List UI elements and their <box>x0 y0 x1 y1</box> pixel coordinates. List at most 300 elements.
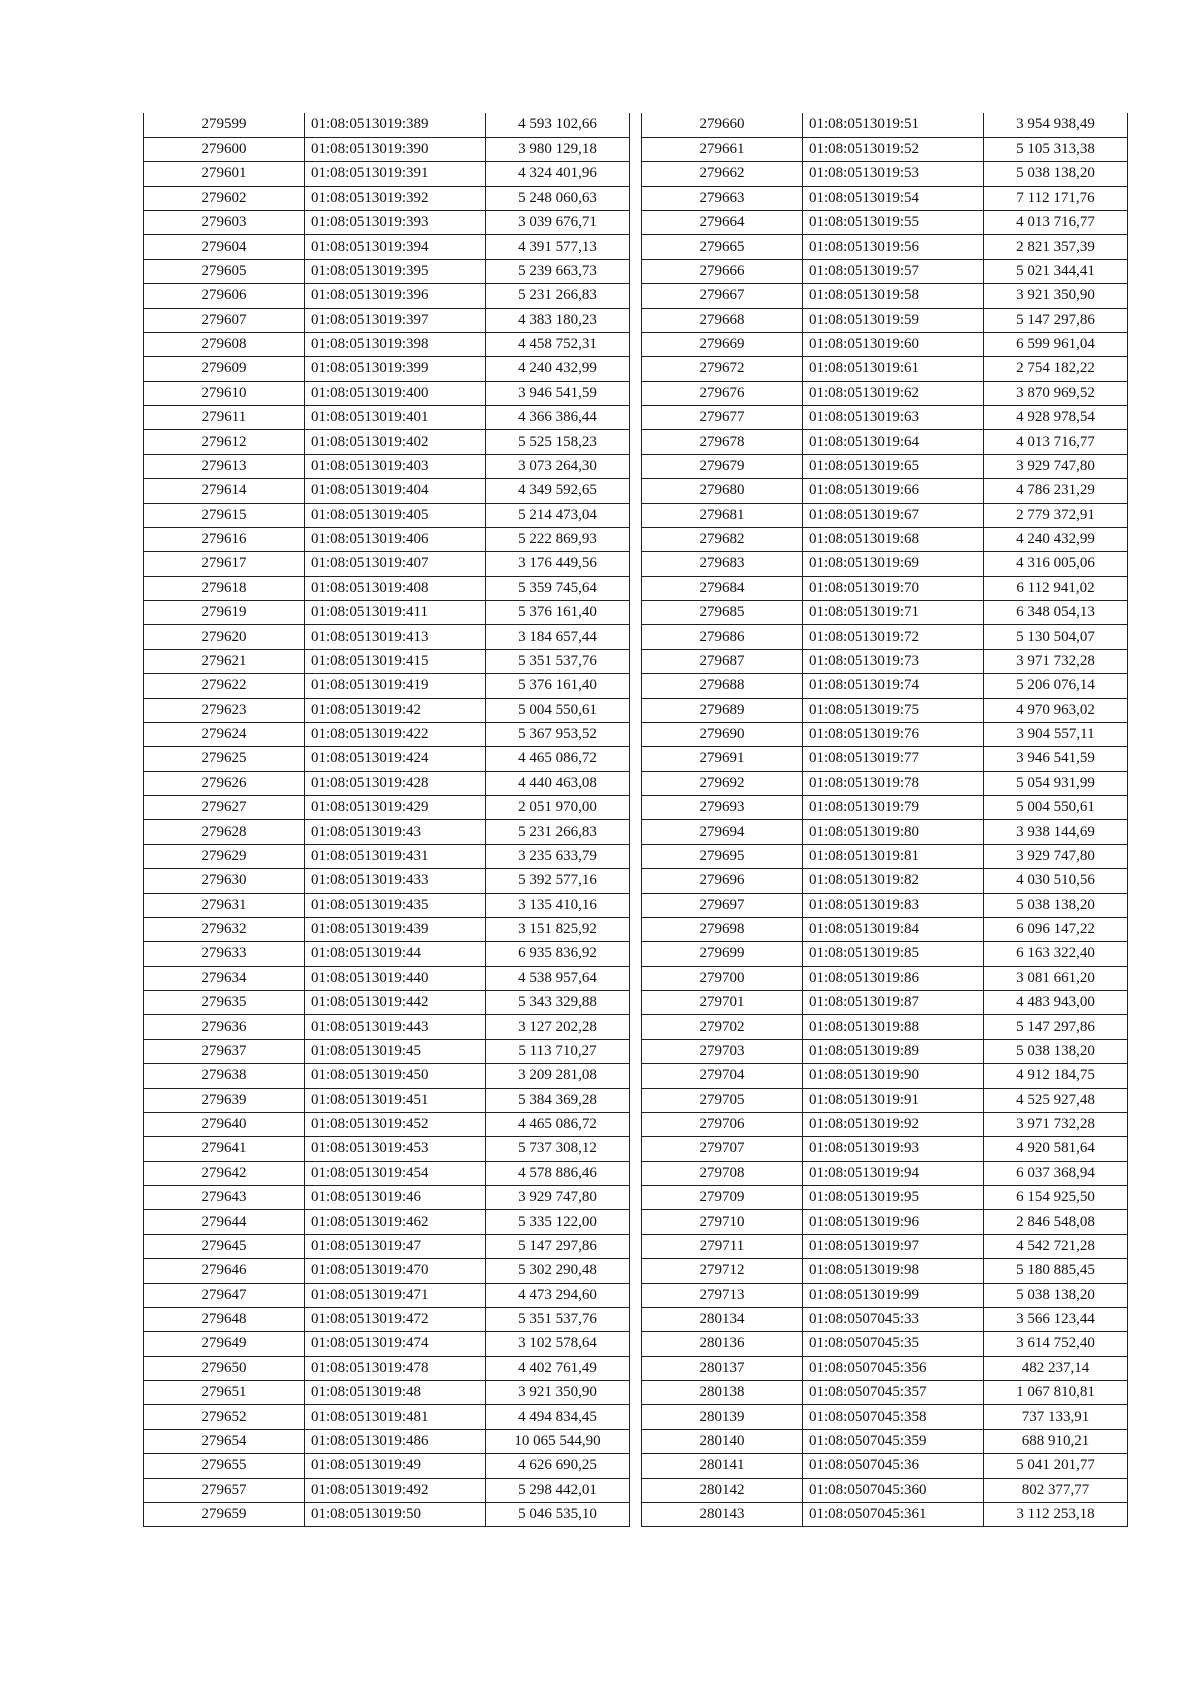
cadastral-number-cell: 01:08:0513019:83 <box>803 893 984 917</box>
value-cell: 5 351 537,76 <box>486 1307 630 1331</box>
cadastral-number-cell: 01:08:0513019:61 <box>803 357 984 381</box>
cadastral-number-cell: 01:08:0513019:474 <box>305 1332 486 1356</box>
table-row <box>642 1259 1128 1283</box>
value-cell: 6 163 322,40 <box>984 942 1128 966</box>
table-row <box>144 1234 630 1258</box>
record-number-cell: 279635 <box>144 991 305 1015</box>
value-cell: 5 222 869,93 <box>486 527 630 551</box>
table-row <box>642 1234 1128 1258</box>
value-cell: 3 921 350,90 <box>984 284 1128 308</box>
cadastral-number-cell: 01:08:0513019:391 <box>305 162 486 186</box>
record-number-cell: 279668 <box>642 308 803 332</box>
value-cell: 5 231 266,83 <box>486 820 630 844</box>
value-cell: 5 359 745,64 <box>486 576 630 600</box>
value-cell: 4 912 184,75 <box>984 1064 1128 1088</box>
cadastral-number-cell: 01:08:0513019:76 <box>803 722 984 746</box>
record-number-cell: 279638 <box>144 1064 305 1088</box>
value-cell: 5 041 201,77 <box>984 1454 1128 1478</box>
record-number-cell: 279628 <box>144 820 305 844</box>
value-cell: 5 206 076,14 <box>984 674 1128 698</box>
table-row <box>144 893 630 917</box>
value-cell: 6 935 836,92 <box>486 942 630 966</box>
table-row <box>642 552 1128 576</box>
record-number-cell: 280134 <box>642 1307 803 1331</box>
value-cell: 5 147 297,86 <box>486 1234 630 1258</box>
table-row <box>642 1112 1128 1136</box>
value-cell: 802 377,77 <box>984 1478 1128 1502</box>
record-number-cell: 280141 <box>642 1454 803 1478</box>
record-number-cell: 279645 <box>144 1234 305 1258</box>
table-row <box>144 844 630 868</box>
table-row <box>642 1429 1128 1453</box>
value-cell: 4 542 721,28 <box>984 1234 1128 1258</box>
table-row <box>144 576 630 600</box>
value-cell: 5 038 138,20 <box>984 1039 1128 1063</box>
table-row <box>144 1112 630 1136</box>
table-row <box>642 722 1128 746</box>
cadastral-number-cell: 01:08:0513019:394 <box>305 235 486 259</box>
cadastral-number-cell: 01:08:0513019:401 <box>305 406 486 430</box>
cadastral-number-cell: 01:08:0513019:433 <box>305 869 486 893</box>
table-row <box>642 917 1128 941</box>
cadastral-number-cell: 01:08:0513019:452 <box>305 1112 486 1136</box>
cadastral-number-cell: 01:08:0513019:74 <box>803 674 984 698</box>
value-cell: 5 248 060,63 <box>486 186 630 210</box>
value-cell: 3 946 541,59 <box>984 747 1128 771</box>
record-number-cell: 279614 <box>144 479 305 503</box>
table-row <box>144 869 630 893</box>
record-number-cell: 279665 <box>642 235 803 259</box>
cadastral-number-cell: 01:08:0513019:63 <box>803 406 984 430</box>
cadastral-number-cell: 01:08:0513019:400 <box>305 381 486 405</box>
record-number-cell: 279651 <box>144 1381 305 1405</box>
record-number-cell: 279669 <box>642 332 803 356</box>
cadastral-number-cell: 01:08:0513019:451 <box>305 1088 486 1112</box>
table-row <box>642 1502 1128 1526</box>
value-cell: 5 298 442,01 <box>486 1478 630 1502</box>
record-number-cell: 279682 <box>642 527 803 551</box>
record-number-cell: 279609 <box>144 357 305 381</box>
table-row <box>144 722 630 746</box>
value-cell: 3 566 123,44 <box>984 1307 1128 1331</box>
record-number-cell: 279605 <box>144 259 305 283</box>
record-number-cell: 279661 <box>642 137 803 161</box>
record-number-cell: 279710 <box>642 1210 803 1234</box>
cadastral-number-cell: 01:08:0513019:93 <box>803 1137 984 1161</box>
table-row <box>642 1161 1128 1185</box>
cadastral-number-cell: 01:08:0513019:453 <box>305 1137 486 1161</box>
record-number-cell: 279660 <box>642 113 803 137</box>
table-row <box>642 137 1128 161</box>
record-number-cell: 279681 <box>642 503 803 527</box>
value-cell: 10 065 544,90 <box>486 1429 630 1453</box>
cadastral-number-cell: 01:08:0507045:35 <box>803 1332 984 1356</box>
cadastral-number-cell: 01:08:0513019:398 <box>305 332 486 356</box>
cadastral-number-cell: 01:08:0513019:424 <box>305 747 486 771</box>
record-number-cell: 279692 <box>642 771 803 795</box>
record-number-cell: 279618 <box>144 576 305 600</box>
cadastral-number-cell: 01:08:0513019:450 <box>305 1064 486 1088</box>
cadastral-number-cell: 01:08:0513019:55 <box>803 211 984 235</box>
value-cell: 4 013 716,77 <box>984 211 1128 235</box>
record-number-cell: 279696 <box>642 869 803 893</box>
record-number-cell: 279713 <box>642 1283 803 1307</box>
value-cell: 3 039 676,71 <box>486 211 630 235</box>
value-cell: 3 102 578,64 <box>486 1332 630 1356</box>
record-number-cell: 279641 <box>144 1137 305 1161</box>
cadastral-number-cell: 01:08:0513019:53 <box>803 162 984 186</box>
table-row <box>642 1356 1128 1380</box>
record-number-cell: 280143 <box>642 1502 803 1526</box>
value-cell: 6 348 054,13 <box>984 601 1128 625</box>
record-number-cell: 279693 <box>642 796 803 820</box>
value-cell: 4 578 886,46 <box>486 1161 630 1185</box>
record-number-cell: 279625 <box>144 747 305 771</box>
record-number-cell: 279646 <box>144 1259 305 1283</box>
table-row <box>642 503 1128 527</box>
record-number-cell: 279664 <box>642 211 803 235</box>
value-cell: 4 324 401,96 <box>486 162 630 186</box>
record-number-cell: 279677 <box>642 406 803 430</box>
value-cell: 737 133,91 <box>984 1405 1128 1429</box>
record-number-cell: 279712 <box>642 1259 803 1283</box>
value-cell: 4 013 716,77 <box>984 430 1128 454</box>
value-cell: 3 929 747,80 <box>486 1186 630 1210</box>
value-cell: 3 184 657,44 <box>486 625 630 649</box>
value-cell: 3 081 661,20 <box>984 966 1128 990</box>
table-row <box>642 625 1128 649</box>
cadastral-number-cell: 01:08:0513019:472 <box>305 1307 486 1331</box>
table-row <box>642 771 1128 795</box>
table-row <box>642 1478 1128 1502</box>
value-cell: 4 465 086,72 <box>486 747 630 771</box>
table-row <box>642 479 1128 503</box>
value-cell: 6 037 368,94 <box>984 1161 1128 1185</box>
value-cell: 5 231 266,83 <box>486 284 630 308</box>
record-number-cell: 279694 <box>642 820 803 844</box>
cadastral-number-cell: 01:08:0513019:51 <box>803 113 984 137</box>
cadastral-number-cell: 01:08:0513019:390 <box>305 137 486 161</box>
record-number-cell: 279626 <box>144 771 305 795</box>
record-number-cell: 279685 <box>642 601 803 625</box>
table-row <box>144 1307 630 1331</box>
table-row <box>642 113 1128 137</box>
cadastral-number-cell: 01:08:0513019:470 <box>305 1259 486 1283</box>
value-cell: 5 335 122,00 <box>486 1210 630 1234</box>
cadastral-number-cell: 01:08:0513019:84 <box>803 917 984 941</box>
value-cell: 5 376 161,40 <box>486 674 630 698</box>
cadastral-number-cell: 01:08:0513019:78 <box>803 771 984 795</box>
table-row <box>642 527 1128 551</box>
cadastral-number-cell: 01:08:0513019:422 <box>305 722 486 746</box>
record-number-cell: 279616 <box>144 527 305 551</box>
value-cell: 3 135 410,16 <box>486 893 630 917</box>
cadastral-number-cell: 01:08:0513019:471 <box>305 1283 486 1307</box>
cadastral-number-cell: 01:08:0507045:360 <box>803 1478 984 1502</box>
cadastral-number-cell: 01:08:0513019:96 <box>803 1210 984 1234</box>
table-row <box>144 1429 630 1453</box>
table-row <box>642 1454 1128 1478</box>
value-cell: 2 846 548,08 <box>984 1210 1128 1234</box>
cadastral-number-cell: 01:08:0513019:43 <box>305 820 486 844</box>
value-cell: 2 821 357,39 <box>984 235 1128 259</box>
table-row <box>144 747 630 771</box>
cadastral-number-cell: 01:08:0513019:404 <box>305 479 486 503</box>
value-cell: 3 954 938,49 <box>984 113 1128 137</box>
table-row <box>144 1137 630 1161</box>
table-row <box>144 503 630 527</box>
table-row <box>642 893 1128 917</box>
cadastral-number-cell: 01:08:0513019:75 <box>803 698 984 722</box>
cadastral-number-cell: 01:08:0513019:79 <box>803 796 984 820</box>
cadastral-number-cell: 01:08:0513019:415 <box>305 649 486 673</box>
table-row <box>144 1186 630 1210</box>
table-row <box>642 1015 1128 1039</box>
left-table <box>143 113 630 1527</box>
value-cell: 5 054 931,99 <box>984 771 1128 795</box>
value-cell: 6 096 147,22 <box>984 917 1128 941</box>
cadastral-number-cell: 01:08:0513019:68 <box>803 527 984 551</box>
cadastral-number-cell: 01:08:0513019:60 <box>803 332 984 356</box>
record-number-cell: 279637 <box>144 1039 305 1063</box>
cadastral-number-cell: 01:08:0513019:443 <box>305 1015 486 1039</box>
record-number-cell: 279708 <box>642 1161 803 1185</box>
value-cell: 5 737 308,12 <box>486 1137 630 1161</box>
cadastral-number-cell: 01:08:0513019:98 <box>803 1259 984 1283</box>
value-cell: 3 235 633,79 <box>486 844 630 868</box>
value-cell: 4 465 086,72 <box>486 1112 630 1136</box>
record-number-cell: 279659 <box>144 1502 305 1526</box>
cadastral-number-cell: 01:08:0513019:45 <box>305 1039 486 1063</box>
record-number-cell: 279678 <box>642 430 803 454</box>
record-number-cell: 279701 <box>642 991 803 1015</box>
table-row <box>144 1064 630 1088</box>
table-row <box>144 1502 630 1526</box>
table-row <box>144 601 630 625</box>
cadastral-number-cell: 01:08:0513019:64 <box>803 430 984 454</box>
cadastral-number-cell: 01:08:0513019:399 <box>305 357 486 381</box>
record-number-cell: 279602 <box>144 186 305 210</box>
value-cell: 5 038 138,20 <box>984 1283 1128 1307</box>
cadastral-number-cell: 01:08:0513019:42 <box>305 698 486 722</box>
record-number-cell: 279627 <box>144 796 305 820</box>
table-row <box>144 1039 630 1063</box>
table-row <box>144 1356 630 1380</box>
record-number-cell: 279631 <box>144 893 305 917</box>
value-cell: 4 494 834,45 <box>486 1405 630 1429</box>
cadastral-number-cell: 01:08:0513019:429 <box>305 796 486 820</box>
value-cell: 4 928 978,54 <box>984 406 1128 430</box>
cadastral-number-cell: 01:08:0513019:87 <box>803 991 984 1015</box>
value-cell: 5 147 297,86 <box>984 308 1128 332</box>
cadastral-number-cell: 01:08:0513019:397 <box>305 308 486 332</box>
table-row <box>144 625 630 649</box>
record-number-cell: 279688 <box>642 674 803 698</box>
cadastral-number-cell: 01:08:0513019:48 <box>305 1381 486 1405</box>
record-number-cell: 279655 <box>144 1454 305 1478</box>
record-number-cell: 279684 <box>642 576 803 600</box>
cadastral-number-cell: 01:08:0513019:454 <box>305 1161 486 1185</box>
record-number-cell: 279622 <box>144 674 305 698</box>
cadastral-number-cell: 01:08:0513019:67 <box>803 503 984 527</box>
cadastral-number-cell: 01:08:0513019:70 <box>803 576 984 600</box>
record-number-cell: 279695 <box>642 844 803 868</box>
value-cell: 5 130 504,07 <box>984 625 1128 649</box>
table-row <box>144 259 630 283</box>
table-row <box>144 1454 630 1478</box>
table-row <box>642 1039 1128 1063</box>
value-cell: 5 180 885,45 <box>984 1259 1128 1283</box>
right-table <box>641 113 1128 1527</box>
record-number-cell: 279623 <box>144 698 305 722</box>
record-number-cell: 279689 <box>642 698 803 722</box>
table-row <box>642 308 1128 332</box>
value-cell: 4 483 943,00 <box>984 991 1128 1015</box>
value-cell: 2 754 182,22 <box>984 357 1128 381</box>
value-cell: 3 151 825,92 <box>486 917 630 941</box>
record-number-cell: 279702 <box>642 1015 803 1039</box>
table-row <box>144 137 630 161</box>
record-number-cell: 279639 <box>144 1088 305 1112</box>
table-row <box>144 1381 630 1405</box>
cadastral-number-cell: 01:08:0513019:44 <box>305 942 486 966</box>
record-number-cell: 280142 <box>642 1478 803 1502</box>
record-number-cell: 279703 <box>642 1039 803 1063</box>
record-number-cell: 279621 <box>144 649 305 673</box>
table-row <box>642 1210 1128 1234</box>
value-cell: 2 051 970,00 <box>486 796 630 820</box>
value-cell: 3 127 202,28 <box>486 1015 630 1039</box>
cadastral-number-cell: 01:08:0513019:403 <box>305 454 486 478</box>
value-cell: 5 038 138,20 <box>984 162 1128 186</box>
cadastral-number-cell: 01:08:0513019:442 <box>305 991 486 1015</box>
cadastral-number-cell: 01:08:0513019:439 <box>305 917 486 941</box>
record-number-cell: 279654 <box>144 1429 305 1453</box>
table-row <box>642 649 1128 673</box>
cadastral-number-cell: 01:08:0507045:36 <box>803 1454 984 1478</box>
record-number-cell: 279599 <box>144 113 305 137</box>
value-cell: 5 384 369,28 <box>486 1088 630 1112</box>
value-cell: 4 473 294,60 <box>486 1283 630 1307</box>
cadastral-number-cell: 01:08:0513019:395 <box>305 259 486 283</box>
record-number-cell: 279687 <box>642 649 803 673</box>
record-number-cell: 279666 <box>642 259 803 283</box>
value-cell: 4 440 463,08 <box>486 771 630 795</box>
record-number-cell: 279650 <box>144 1356 305 1380</box>
record-number-cell: 279686 <box>642 625 803 649</box>
value-cell: 3 904 557,11 <box>984 722 1128 746</box>
record-number-cell: 279624 <box>144 722 305 746</box>
table-row <box>144 235 630 259</box>
table-row <box>642 747 1128 771</box>
table-row <box>642 430 1128 454</box>
table-row <box>144 430 630 454</box>
value-cell: 2 779 372,91 <box>984 503 1128 527</box>
table-row <box>144 674 630 698</box>
table-row <box>642 1186 1128 1210</box>
table-row <box>642 1283 1128 1307</box>
record-number-cell: 280137 <box>642 1356 803 1380</box>
cadastral-number-cell: 01:08:0513019:411 <box>305 601 486 625</box>
value-cell: 5 367 953,52 <box>486 722 630 746</box>
cadastral-number-cell: 01:08:0513019:99 <box>803 1283 984 1307</box>
value-cell: 482 237,14 <box>984 1356 1128 1380</box>
cadastral-number-cell: 01:08:0513019:393 <box>305 211 486 235</box>
cadastral-number-cell: 01:08:0513019:47 <box>305 1234 486 1258</box>
record-number-cell: 279691 <box>642 747 803 771</box>
record-number-cell: 279615 <box>144 503 305 527</box>
cadastral-number-cell: 01:08:0513019:89 <box>803 1039 984 1063</box>
value-cell: 3 971 732,28 <box>984 1112 1128 1136</box>
value-cell: 3 870 969,52 <box>984 381 1128 405</box>
value-cell: 5 525 158,23 <box>486 430 630 454</box>
record-number-cell: 279690 <box>642 722 803 746</box>
table-row <box>144 966 630 990</box>
table-row <box>144 1210 630 1234</box>
table-row <box>642 332 1128 356</box>
table-row <box>144 527 630 551</box>
record-number-cell: 279613 <box>144 454 305 478</box>
value-cell: 4 593 102,66 <box>486 113 630 137</box>
left-table-body <box>144 113 630 1527</box>
cadastral-number-cell: 01:08:0513019:407 <box>305 552 486 576</box>
cadastral-number-cell: 01:08:0513019:58 <box>803 284 984 308</box>
value-cell: 3 073 264,30 <box>486 454 630 478</box>
cadastral-number-cell: 01:08:0513019:62 <box>803 381 984 405</box>
cadastral-number-cell: 01:08:0513019:462 <box>305 1210 486 1234</box>
record-number-cell: 279649 <box>144 1332 305 1356</box>
record-number-cell: 279611 <box>144 406 305 430</box>
cadastral-number-cell: 01:08:0513019:92 <box>803 1112 984 1136</box>
table-row <box>144 381 630 405</box>
table-row <box>642 820 1128 844</box>
record-number-cell: 279644 <box>144 1210 305 1234</box>
table-row <box>642 1381 1128 1405</box>
record-number-cell: 279700 <box>642 966 803 990</box>
cadastral-number-cell: 01:08:0513019:50 <box>305 1502 486 1526</box>
cadastral-number-cell: 01:08:0513019:90 <box>803 1064 984 1088</box>
value-cell: 3 971 732,28 <box>984 649 1128 673</box>
record-number-cell: 279607 <box>144 308 305 332</box>
cadastral-number-cell: 01:08:0513019:72 <box>803 625 984 649</box>
table-row <box>642 674 1128 698</box>
cadastral-number-cell: 01:08:0513019:435 <box>305 893 486 917</box>
table-row <box>144 1332 630 1356</box>
table-row <box>642 211 1128 235</box>
cadastral-number-cell: 01:08:0513019:413 <box>305 625 486 649</box>
record-number-cell: 279630 <box>144 869 305 893</box>
table-row <box>642 235 1128 259</box>
record-number-cell: 279698 <box>642 917 803 941</box>
table-row <box>642 1332 1128 1356</box>
value-cell: 5 038 138,20 <box>984 893 1128 917</box>
record-number-cell: 279601 <box>144 162 305 186</box>
value-cell: 4 786 231,29 <box>984 479 1128 503</box>
table-row <box>642 796 1128 820</box>
table-row <box>642 357 1128 381</box>
table-row <box>144 649 630 673</box>
cadastral-number-cell: 01:08:0513019:71 <box>803 601 984 625</box>
record-number-cell: 279699 <box>642 942 803 966</box>
cadastral-number-cell: 01:08:0513019:408 <box>305 576 486 600</box>
table-row <box>144 162 630 186</box>
value-cell: 4 240 432,99 <box>486 357 630 381</box>
value-cell: 4 402 761,49 <box>486 1356 630 1380</box>
record-number-cell: 280139 <box>642 1405 803 1429</box>
value-cell: 4 349 592,65 <box>486 479 630 503</box>
value-cell: 3 980 129,18 <box>486 137 630 161</box>
cadastral-number-cell: 01:08:0513019:56 <box>803 235 984 259</box>
